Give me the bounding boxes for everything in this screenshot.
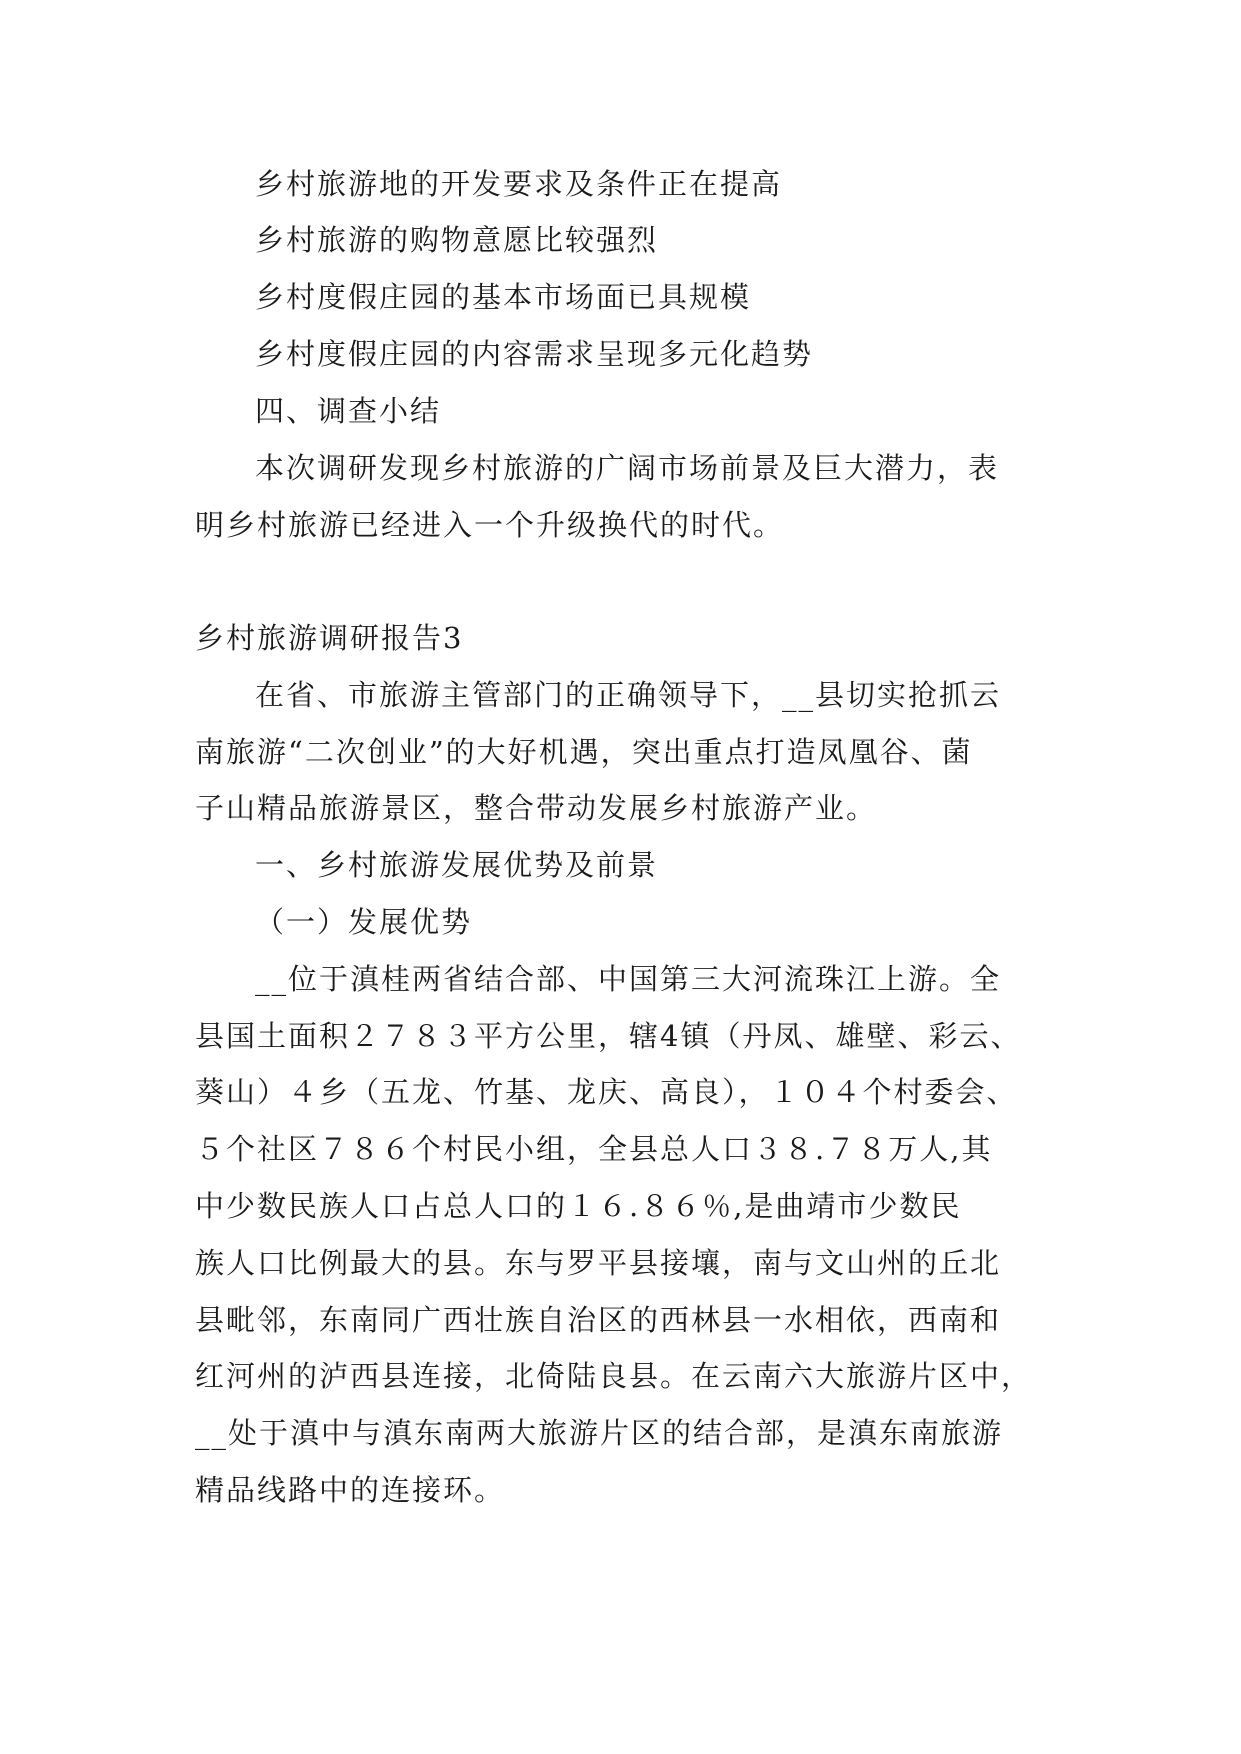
text-line: 南旅游“二次创业”的大好机遇，突出重点打造凤凰谷、菌 <box>195 735 973 769</box>
text-line: 乡村旅游的购物意愿比较强烈 <box>255 223 659 257</box>
subsection-heading: （一）发展优势 <box>255 905 473 939</box>
text-line: 乡村旅游地的开发要求及条件正在提高 <box>255 167 783 201</box>
text-line: __位于滇桂两省结合部、中国第三大河流珠江上游。全 <box>255 962 1002 996</box>
text-line: 子山精品旅游景区，整合带动发展乡村旅游产业。 <box>195 791 878 825</box>
text-line: ５个社区７８６个村民小组，全县总人口３８.７８万人,其 <box>195 1132 993 1166</box>
text-line: 族人口比例最大的县。东与罗平县接壤，南与文山州的丘北 <box>195 1246 1002 1280</box>
text-line: 红河州的泸西县连接，北倚陆良县。在云南六大旅游片区中， <box>195 1359 1033 1393</box>
text-line: 在省、市旅游主管部门的正确领导下，__县切实抢抓云 <box>255 678 1002 712</box>
text-line: 乡村度假庄园的基本市场面已具规模 <box>255 280 752 314</box>
section-heading: 四、调查小结 <box>255 394 442 428</box>
text-line: 葵山）４乡（五龙、竹基、龙庆、高良），１０４个村委会、 <box>195 1075 1018 1109</box>
text-line: 县国土面积２７８３平方公里，辖4镇（丹凤、雄壁、彩云、 <box>195 1019 1022 1053</box>
text-line: 县毗邻，东南同广西壮族自治区的西林县一水相依，西南和 <box>195 1303 1002 1337</box>
section-heading: 一、乡村旅游发展优势及前景 <box>255 848 659 882</box>
text-line: 本次调研发现乡村旅游的广阔市场前景及巨大潜力，表 <box>255 451 1000 485</box>
text-line: 中少数民族人口占总人口的１６.８６％,是曲靖市少数民 <box>195 1189 962 1223</box>
text-line: 乡村度假庄园的内容需求呈现多元化趋势 <box>255 337 814 371</box>
report-title: 乡村旅游调研报告3 <box>195 621 464 655</box>
text-line: __处于滇中与滇东南两大旅游片区的结合部，是滇东南旅游 <box>195 1416 1004 1450</box>
text-line: 精品线路中的连接环。 <box>195 1473 506 1507</box>
text-line: 明乡村旅游已经进入一个升级换代的时代。 <box>195 508 785 542</box>
